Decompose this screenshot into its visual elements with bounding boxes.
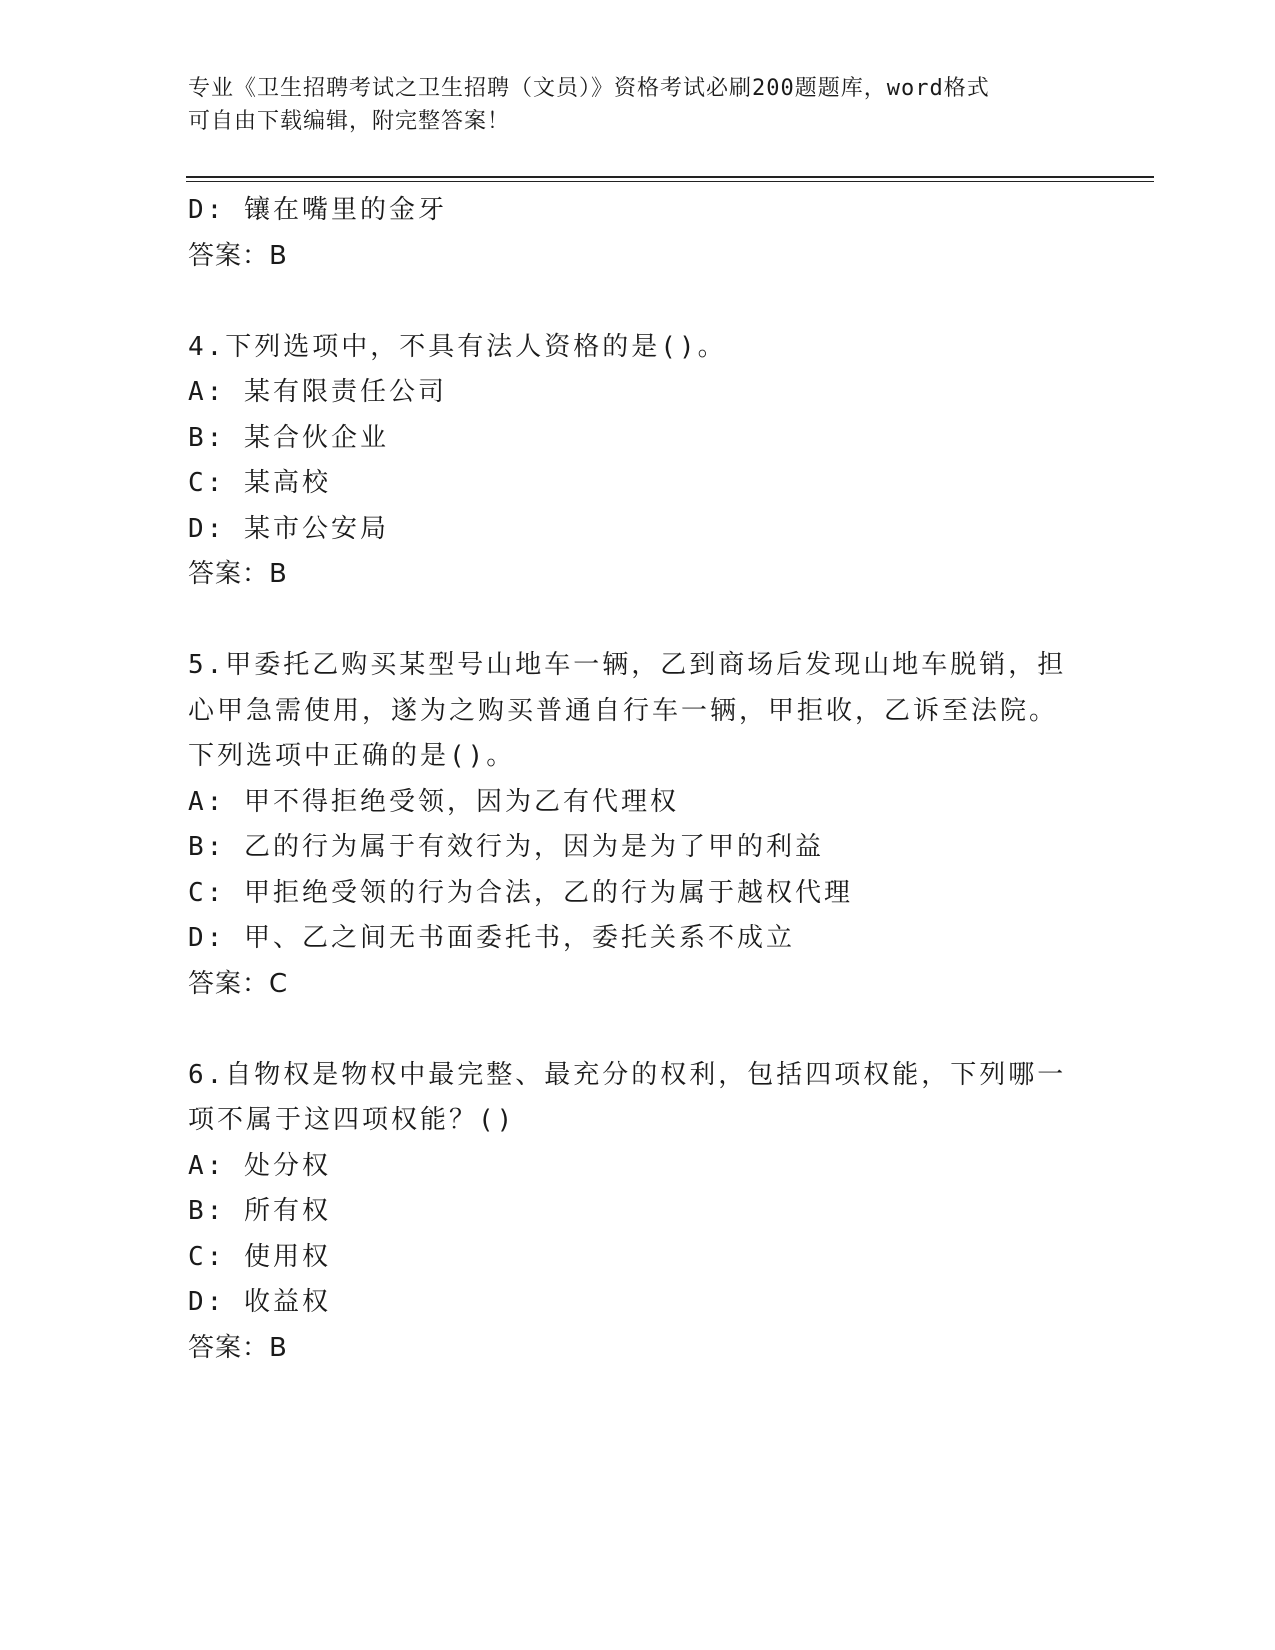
question-5-text-line-2: 心甲急需使用，遂为之购买普通自行车一辆，甲拒收，乙诉至法院。 bbox=[188, 695, 1059, 726]
answer-line: 答案：B bbox=[188, 1332, 288, 1363]
option-d: D: 收益权 bbox=[188, 1287, 331, 1317]
option-c: C: 某高校 bbox=[188, 468, 331, 498]
option-b: B: 所有权 bbox=[188, 1196, 331, 1226]
question-list bbox=[188, 188, 1088, 1371]
option-d: D: 镶在嘴里的金牙 bbox=[188, 195, 447, 225]
question-4-text: 4.下列选项中，不具有法人资格的是()。 bbox=[188, 331, 727, 362]
header-divider-thick bbox=[186, 176, 1154, 178]
question-6-text-line-1: 6.自物权是物权中最完整、最充分的权利，包括四项权能，下列哪一 bbox=[188, 1059, 1067, 1090]
header-line-1: 专业《卫生招聘考试之卫生招聘（文员）》资格考试必刷200题题库，word格式 bbox=[188, 76, 990, 101]
option-a: A: 甲不得拒绝受领，因为乙有代理权 bbox=[188, 786, 679, 817]
option-c: C: 使用权 bbox=[188, 1241, 331, 1272]
header-line-2: 可自由下载编辑，附完整答案！ bbox=[188, 109, 511, 134]
header-divider-thin bbox=[186, 181, 1154, 182]
question-5-text-line-3: 下列选项中正确的是()。 bbox=[188, 741, 516, 771]
question-6-text-line-2: 项不属于这四项权能？() bbox=[188, 1105, 516, 1135]
answer-line: 答案：B bbox=[188, 240, 288, 271]
document-header bbox=[188, 72, 1088, 138]
option-b: B: 某合伙企业 bbox=[188, 422, 389, 453]
option-d: D: 某市公安局 bbox=[188, 513, 389, 544]
answer-line: 答案：B bbox=[188, 559, 288, 589]
option-d: D: 甲、乙之间无书面委托书，委托关系不成立 bbox=[188, 923, 795, 953]
question-5-text-line-1: 5.甲委托乙购买某型号山地车一辆，乙到商场后发现山地车脱销，担 bbox=[188, 650, 1067, 680]
option-a: A: 处分权 bbox=[188, 1150, 331, 1181]
option-c: C: 甲拒绝受领的行为合法，乙的行为属于越权代理 bbox=[188, 877, 853, 908]
answer-line: 答案：C bbox=[188, 968, 289, 999]
option-b: B: 乙的行为属于有效行为，因为是为了甲的利益 bbox=[188, 832, 824, 862]
option-a: A: 某有限责任公司 bbox=[188, 377, 447, 407]
